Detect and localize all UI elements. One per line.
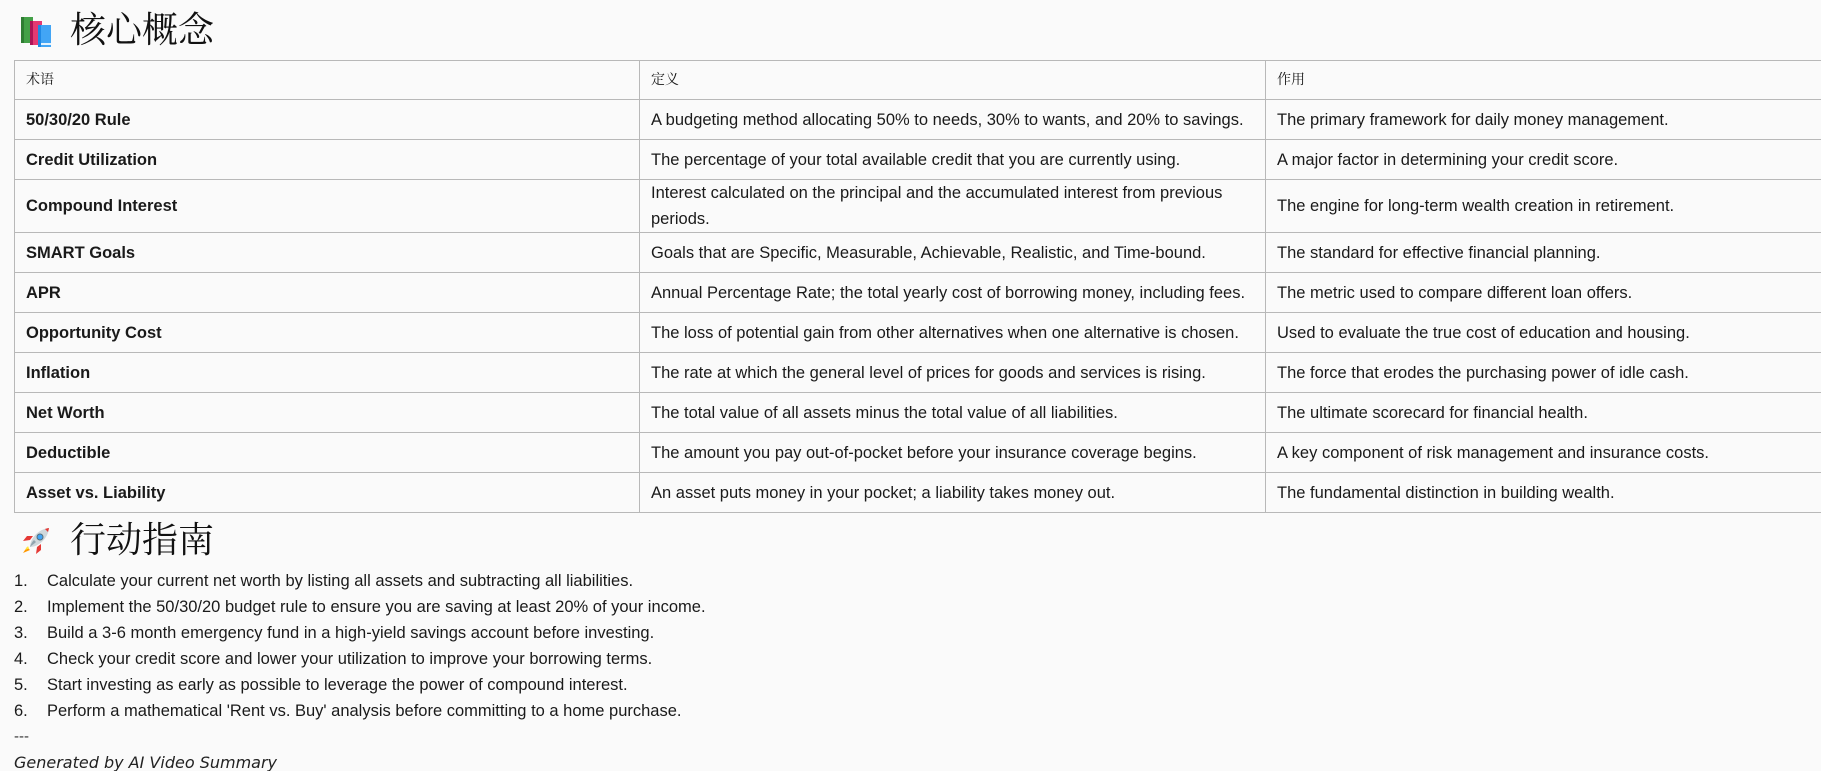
guide-heading xyxy=(14,513,1821,568)
header-definition: 定义 xyxy=(640,61,1266,100)
definition-cell: The amount you pay out-of-pocket before your insurance coverage begins. xyxy=(640,433,1266,473)
table-header-row xyxy=(15,61,1821,100)
step-number: 3. xyxy=(14,624,28,642)
generated-by-note: Generated by AI Video Summary xyxy=(14,753,278,771)
role-cell: The primary framework for daily money management. xyxy=(1266,100,1821,140)
step-text: Build a 3-6 month emergency fund in a high-yield savings account before investing. xyxy=(47,624,655,642)
term-cell: APR xyxy=(15,273,640,313)
role-cell: A major factor in determining your credit score. xyxy=(1266,140,1821,180)
action-guide-list xyxy=(14,568,1821,724)
step-text: Calculate your current net worth by listing all assets and subtracting all liabilities. xyxy=(47,572,634,590)
table-row xyxy=(15,100,1821,140)
role-cell: The metric used to compare different loan offers. xyxy=(1266,273,1821,313)
definition-cell: Annual Percentage Rate; the total yearly cost of borrowing money, including fees. xyxy=(640,273,1266,313)
role-cell: A key component of risk management and insurance costs. xyxy=(1266,433,1821,473)
list-item xyxy=(14,568,1821,594)
list-item xyxy=(14,646,1821,672)
term-cell: SMART Goals xyxy=(15,233,640,273)
term-cell: Inflation xyxy=(15,353,640,393)
table-row xyxy=(15,353,1821,393)
term-cell: Net Worth xyxy=(15,393,640,433)
role-cell: The engine for long-term wealth creation in retirement. xyxy=(1266,180,1821,233)
table-row xyxy=(15,140,1821,180)
step-number: 1. xyxy=(14,572,28,590)
definition-cell: A budgeting method allocating 50% to needs, 30% to wants, and 20% to savings. xyxy=(640,100,1266,140)
step-text: Start investing as early as possible to leverage the power of compound interest. xyxy=(47,676,628,694)
table-row xyxy=(15,233,1821,273)
list-item xyxy=(14,672,1821,698)
step-number: 4. xyxy=(14,650,28,668)
concepts-heading xyxy=(14,0,1821,60)
step-number: 5. xyxy=(14,676,28,694)
term-cell: Credit Utilization xyxy=(15,140,640,180)
role-cell: The ultimate scorecard for financial health. xyxy=(1266,393,1821,433)
definition-cell: Interest calculated on the principal and the accumulated interest from previous periods. xyxy=(640,180,1266,233)
concepts-table xyxy=(14,60,1821,513)
role-cell: The fundamental distinction in building wealth. xyxy=(1266,473,1821,513)
table-row xyxy=(15,393,1821,433)
term-cell: 50/30/20 Rule xyxy=(15,100,640,140)
definition-cell: The percentage of your total available credit that you are currently using. xyxy=(640,140,1266,180)
table-row xyxy=(15,433,1821,473)
role-cell: The force that erodes the purchasing power of idle cash. xyxy=(1266,353,1821,393)
concepts-title: 核心概念 xyxy=(70,10,215,51)
role-cell: The standard for effective financial planning. xyxy=(1266,233,1821,273)
step-text: Perform a mathematical 'Rent vs. Buy' analysis before committing to a home purchase. xyxy=(47,702,682,720)
horizontal-rule-text: --- xyxy=(14,728,29,745)
term-cell: Asset vs. Liability xyxy=(15,473,640,513)
definition-cell: An asset puts money in your pocket; a liability takes money out. xyxy=(640,473,1266,513)
list-item xyxy=(14,620,1821,646)
rocket-icon xyxy=(18,523,54,559)
definition-cell: The rate at which the general level of prices for goods and services is rising. xyxy=(640,353,1266,393)
table-row xyxy=(15,180,1821,233)
definition-cell: The total value of all assets minus the total value of all liabilities. xyxy=(640,393,1266,433)
term-cell: Deductible xyxy=(15,433,640,473)
term-cell: Compound Interest xyxy=(15,180,640,233)
definition-cell: Goals that are Specific, Measurable, Achievable, Realistic, and Time-bound. xyxy=(640,233,1266,273)
table-row xyxy=(15,313,1821,353)
definition-cell: The loss of potential gain from other alternatives when one alternative is chosen. xyxy=(640,313,1266,353)
step-text: Implement the 50/30/20 budget rule to ensure you are saving at least 20% of your income. xyxy=(47,598,706,616)
table-row xyxy=(15,473,1821,513)
list-item xyxy=(14,594,1821,620)
table-row xyxy=(15,273,1821,313)
guide-title: 行动指南 xyxy=(70,519,215,561)
role-cell: Used to evaluate the true cost of education and housing. xyxy=(1266,313,1821,353)
step-text: Check your credit score and lower your utilization to improve your borrowing terms. xyxy=(47,650,653,668)
header-role: 作用 xyxy=(1266,61,1821,100)
header-term: 术语 xyxy=(15,61,640,100)
step-number: 2. xyxy=(14,598,28,616)
list-item xyxy=(14,698,1821,724)
term-cell: Opportunity Cost xyxy=(15,313,640,353)
step-number: 6. xyxy=(14,702,28,720)
books-icon xyxy=(18,13,54,49)
